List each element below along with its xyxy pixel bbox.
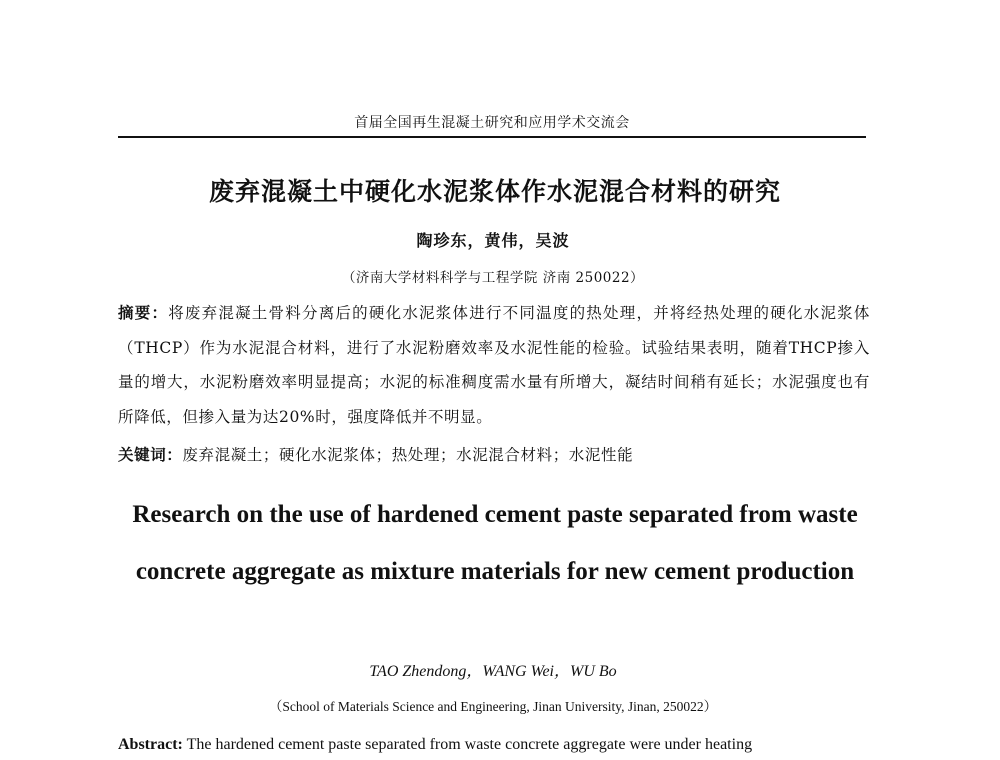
chinese-keywords-label: 关键词： [118,445,183,464]
chinese-keywords-text: 废弃混凝土；硬化水泥浆体；热处理；水泥混合材料；水泥性能 [182,446,634,464]
chinese-abstract [118,296,870,434]
header-rule [118,136,866,138]
chinese-title: 废弃混凝土中硬化水泥浆体作水泥混合材料的研究 [208,177,781,206]
english-affiliation: （School of Materials Science and Engineering, Jinan University, Jinan, 250022） [268,699,718,714]
chinese-abstract-label: 摘要： [118,303,169,322]
english-abstract-label: Abstract: [118,736,183,753]
chinese-keywords [118,440,870,470]
chinese-abstract-text: 将废弃混凝土骨料分离后的硬化水泥浆体进行不同温度的热处理，并将经热处理的硬化水泥浆体（THCP）作为水泥混合材料，进行了水泥粉磨效率及水泥性能的检验。试验结果表明，随着THCP掺入量的增大，水泥粉磨效率明显提高；水泥的标准稠度需水量有所增大，凝结时间稍有延长；水泥强度也有所降低，但掺入量为达20%时，强度降低并不明显。 [118,304,871,426]
english-abstract-text: The hardened cement paste separated from waste concrete aggregate were under heating [182,736,753,753]
english-authors: TAO Zhendong，WANG Wei，WU Bo [369,663,617,680]
running-head: 首届全国再生混凝土研究和应用学术交流会 [354,115,630,131]
chinese-affiliation: （济南大学材料科学与工程学院 济南 250022） [341,270,645,286]
english-title: Research on the use of hardened cement paste separated from waste concrete aggregate as mixture materials for new cement production [132,501,858,585]
english-abstract [118,733,870,757]
chinese-authors: 陶珍东，黄伟，吴波 [416,231,570,250]
